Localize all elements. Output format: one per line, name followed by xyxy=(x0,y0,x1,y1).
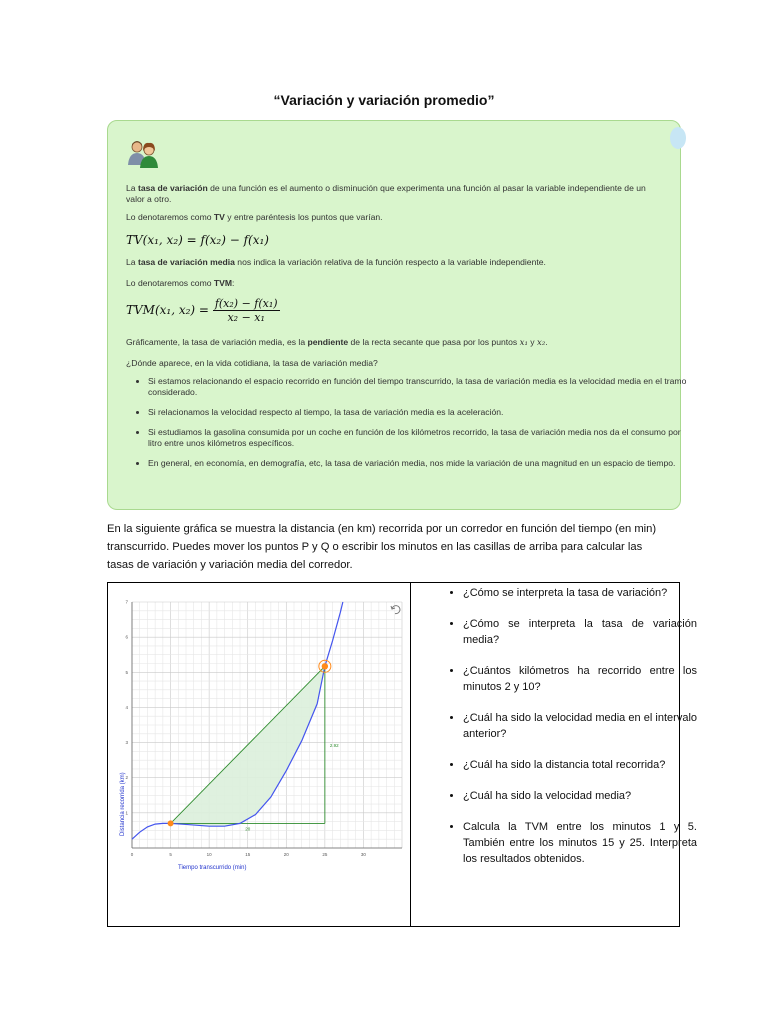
x-axis-label: Tiempo transcurrido (min) xyxy=(178,865,247,871)
page-title: “Variación y variación promedio” xyxy=(273,92,495,108)
tvm-definition: La tasa de variación media nos indica la variación relativa de la función respecto a la variable independiente. xyxy=(126,257,546,267)
y-tick-label: 5 xyxy=(125,669,128,675)
question-item: • ¿Cómo se interpreta la tasa de variación media? xyxy=(463,616,697,648)
question-item: • ¿Cuál ha sido la velocidad media en el intervalo anterior? xyxy=(463,710,697,742)
point-p[interactable] xyxy=(168,820,174,826)
delta-y-label: 2.92 xyxy=(329,742,339,748)
point-q[interactable] xyxy=(322,663,328,669)
y-tick-label: 3 xyxy=(125,740,128,746)
tvm-numerator: f(x₂) − f(x₁) xyxy=(214,297,278,310)
question-item: • ¿Cuál ha sido la distancia total recorrida? xyxy=(463,757,697,773)
tvm-notation: Lo denotaremos como TVM: xyxy=(126,278,235,288)
question-item: • ¿Cuántos kilómetros ha recorrido entre los minutos 2 y 10? xyxy=(463,663,697,695)
delta-x-label: 20 xyxy=(245,826,251,832)
x-tick-label: 30 xyxy=(360,852,366,857)
graphical-interpretation: Gráficamente, la tasa de variación media, es la pendiente de la recta secante que pasa por los puntos x₁ y x₂. xyxy=(126,337,548,348)
y-tick-label: 2 xyxy=(125,775,128,781)
graph-svg[interactable] xyxy=(110,596,408,874)
everyday-question: ¿Dónde aparece, en la vida cotidiana, la tasa de variación media? xyxy=(126,358,378,368)
tv-notation: Lo denotaremos como TV y entre paréntesis los puntos que varían. xyxy=(126,212,383,222)
y-tick-label: 6 xyxy=(125,634,128,640)
y-tick-label: 7 xyxy=(125,599,128,605)
question-item: • ¿Cuál ha sido la velocidad media? xyxy=(463,788,697,804)
x-tick-label: 15 xyxy=(245,852,251,857)
tvm-denominator: x₂ − x₁ xyxy=(227,311,265,324)
list-item: • Si estudiamos la gasolina consumida por un coche en función de los kilómetros recorrido, la tasa de variación media nos da el consumo por litro entre unos kilómetros específicos. xyxy=(148,427,688,449)
x-tick-label: 0 xyxy=(130,852,134,857)
x-tick-label: 25 xyxy=(322,852,328,857)
list-item: • En general, en economía, en demografía, etc, la tasa de variación media, nos mide la variación de una magnitud en un espacio de tiempo. xyxy=(148,458,688,469)
x-tick-label: 20 xyxy=(283,852,289,857)
distance-time-graph[interactable] xyxy=(110,596,408,874)
examples-list xyxy=(126,376,688,478)
table-divider xyxy=(410,582,411,927)
question-item: • Calcula la TVM entre los minutos 1 y 5. También entre los minutos 15 y 25. Interpreta los resultados obtenidos. xyxy=(463,819,697,867)
y-tick-label: 4 xyxy=(125,704,128,710)
x-tick-label: 10 xyxy=(206,852,212,857)
intro-paragraph: En la siguiente gráfica se muestra la distancia (en km) recorrida por un corredor en función del tiempo (en min) transcurrido. Puedes mover los puntos P y Q o escribir los minutos en las casillas de arriba para calcular las tasas de variación y variación media del corredor. xyxy=(107,523,657,571)
tvm-formula-lhs: TVM(x₁, x₂) = xyxy=(126,303,209,317)
tvm-fraction xyxy=(213,297,280,324)
reset-icon[interactable] xyxy=(391,606,400,614)
people-icon xyxy=(126,139,160,169)
definition-box xyxy=(107,120,687,510)
questions-list xyxy=(438,585,697,882)
y-axis-label: Distancia recorrida (km) xyxy=(120,772,126,836)
question-item: • ¿Cómo se interpreta la tasa de variación? xyxy=(463,585,697,601)
y-tick-label: 1 xyxy=(125,810,128,816)
tvm-formula xyxy=(126,297,280,324)
tv-definition: La tasa de variación de una función es el aumento o disminución que experimenta una función al pasar la variable independiente de un valor a otro. xyxy=(126,183,646,204)
tv-formula: TV(x₁, x₂) = f(x₂) − f(x₁) xyxy=(126,233,269,247)
list-item: • Si relacionamos la velocidad respecto al tiempo, la tasa de variación media es la aceleración. xyxy=(148,407,688,418)
x-tick-label: 5 xyxy=(169,852,172,857)
list-item: • Si estamos relacionando el espacio recorrido en función del tiempo transcurrido, la tasa de variación media es la velocidad media en el tramo considerado. xyxy=(148,376,688,398)
corner-decoration xyxy=(670,127,686,149)
